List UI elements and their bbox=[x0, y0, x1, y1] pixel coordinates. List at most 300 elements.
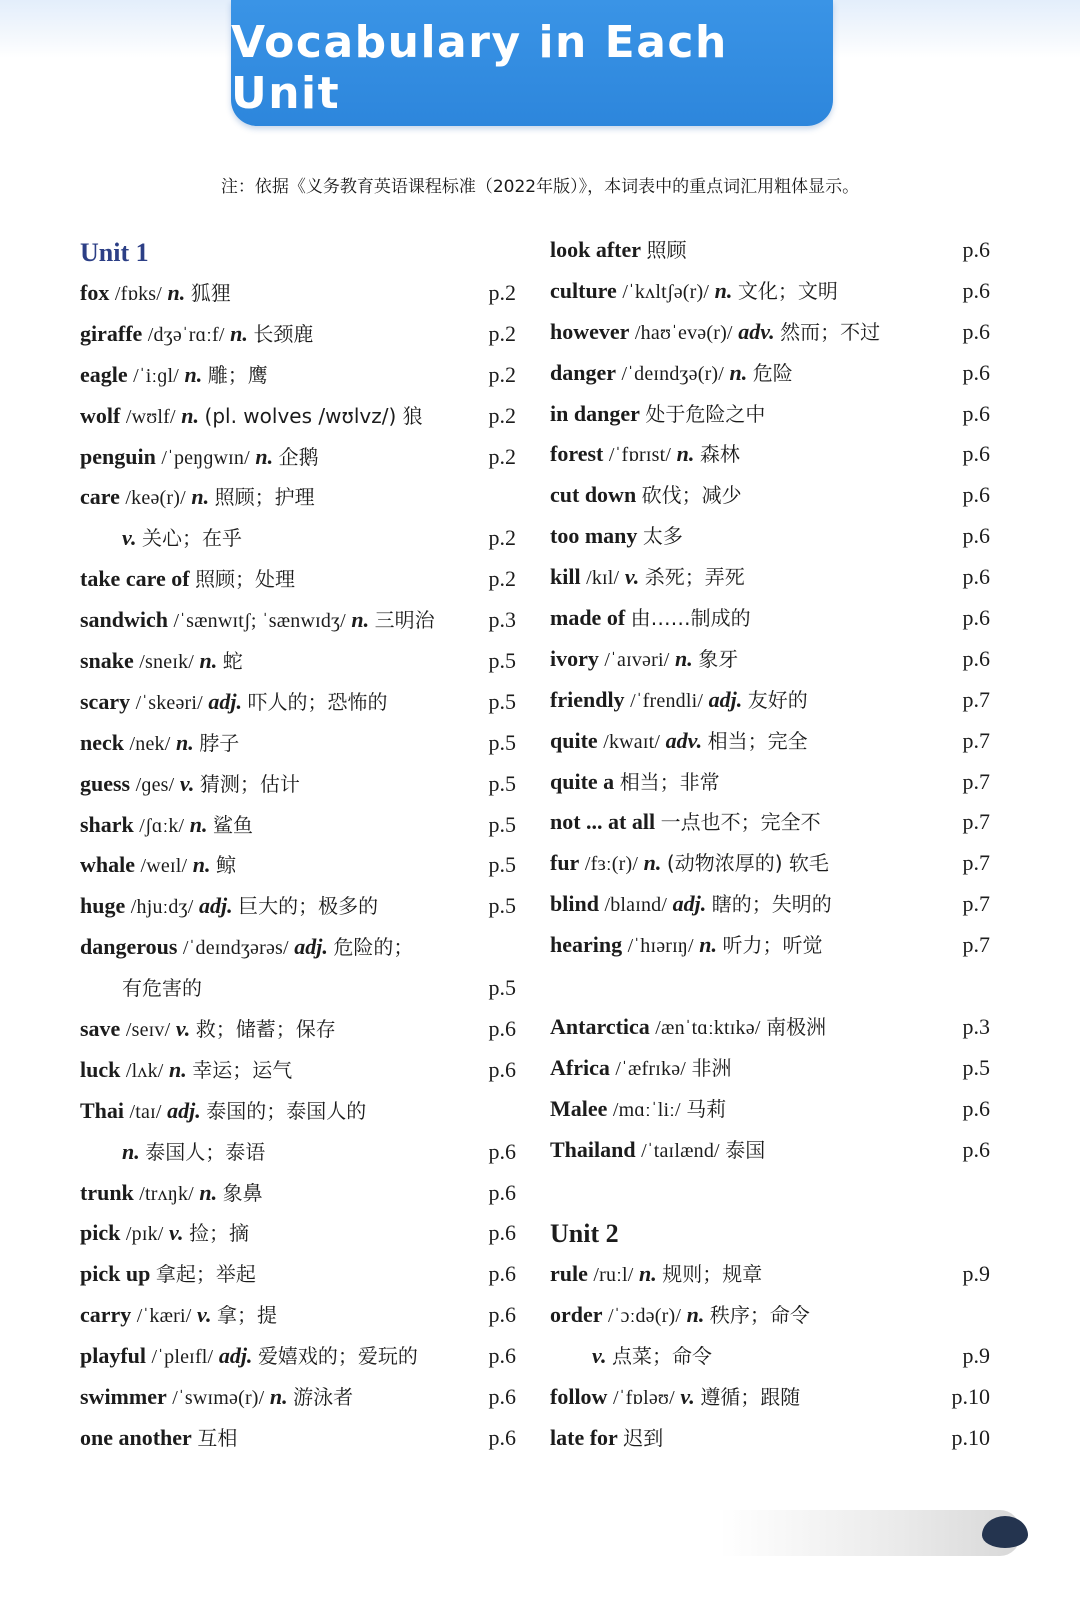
vocab-pronunciation: /mɑːˈliː/ bbox=[612, 1098, 681, 1121]
vocab-page-ref: p.7 bbox=[962, 686, 990, 712]
vocab-page-ref: p.2 bbox=[488, 566, 516, 592]
vocab-part-of-speech: n. bbox=[181, 402, 200, 428]
vocab-chinese-meaning: 杀死；弄死 bbox=[644, 565, 745, 590]
vocab-pronunciation: /kɪl/ bbox=[586, 567, 620, 590]
vocab-chinese-meaning: 关心；在乎 bbox=[141, 526, 242, 551]
vocab-word: cut down bbox=[550, 482, 637, 508]
vocab-word: care bbox=[80, 484, 120, 510]
vocab-page-ref: p.7 bbox=[962, 809, 990, 835]
vocab-chinese-meaning: 猜测；估计 bbox=[199, 771, 300, 796]
vocab-word: carry bbox=[80, 1302, 132, 1328]
vocab-page-ref: p.10 bbox=[951, 1424, 990, 1450]
vocab-part-of-speech: n. bbox=[255, 443, 274, 469]
vocab-word: Antarctica bbox=[550, 1013, 650, 1039]
vocab-chinese-meaning: 泰国 bbox=[725, 1137, 766, 1162]
vocab-page-ref: p.7 bbox=[962, 850, 990, 876]
vocab-page-ref: p.6 bbox=[488, 1261, 516, 1287]
vocab-page-ref: p.10 bbox=[951, 1384, 990, 1410]
vocab-word: luck bbox=[80, 1056, 121, 1082]
right-entry-list-names bbox=[550, 1007, 990, 1171]
note-text: 注：依据《义务教育英语课程标准（2022年版）》，本词表中的重点词汇用粗体显示。 bbox=[220, 177, 860, 197]
vocab-pronunciation: /seɪv/ bbox=[125, 1019, 171, 1042]
vocab-word: eagle bbox=[80, 361, 128, 387]
vocab-word: dangerous bbox=[80, 934, 178, 960]
vocab-chinese-meaning: 森林 bbox=[699, 442, 740, 467]
vocab-chinese-meaning: 听力；听觉 bbox=[722, 933, 823, 958]
vocab-entry bbox=[550, 1295, 990, 1336]
vocab-part-of-speech: adj. bbox=[198, 893, 233, 919]
vocab-page-ref: p.7 bbox=[962, 932, 990, 958]
vocab-page-ref: p.5 bbox=[488, 811, 516, 837]
vocab-page-ref: p.6 bbox=[488, 1343, 516, 1369]
vocab-entry bbox=[550, 843, 990, 884]
vocab-pronunciation: /ˈdeɪndʒə(r)/ bbox=[621, 362, 725, 385]
vocab-part-of-speech: adv. bbox=[665, 727, 703, 753]
vocab-chinese-meaning: 秩序；命令 bbox=[709, 1303, 810, 1328]
vocab-part-of-speech: n. bbox=[176, 729, 194, 755]
vocab-page-ref: p.5 bbox=[488, 852, 516, 878]
vocab-entry bbox=[550, 516, 990, 557]
vocab-part-of-speech: n. bbox=[686, 1302, 705, 1328]
vocab-page-ref: p.6 bbox=[962, 1095, 990, 1121]
vocab-chinese-meaning: 非洲 bbox=[691, 1055, 732, 1080]
vocab-entry bbox=[80, 314, 516, 355]
vocab-word: late for bbox=[550, 1424, 618, 1450]
vocab-word: Thai bbox=[80, 1097, 125, 1123]
vocab-part-of-speech: adj. bbox=[167, 1097, 201, 1123]
vocab-chinese-meaning: 拿；提 bbox=[216, 1303, 277, 1328]
vocab-page-ref: p.6 bbox=[488, 1179, 516, 1205]
vocab-word: wolf bbox=[80, 402, 121, 428]
vocab-chinese-meaning: 救；储蓄；保存 bbox=[195, 1017, 336, 1042]
vocab-word: take care of bbox=[80, 566, 190, 592]
vocab-page-ref: p.6 bbox=[962, 1136, 990, 1162]
vocab-chinese-meaning: 脖子 bbox=[199, 730, 240, 755]
vocab-pronunciation: /ˈfɒrɪst/ bbox=[608, 444, 672, 467]
vocab-word: friendly bbox=[550, 686, 625, 712]
title-banner bbox=[231, 0, 833, 126]
vocab-part-of-speech: n. bbox=[675, 645, 693, 671]
vocab-part-of-speech: n. bbox=[184, 361, 203, 387]
vocab-word: playful bbox=[80, 1343, 147, 1369]
vocab-page-ref: p.6 bbox=[962, 441, 990, 467]
vocab-part-of-speech: v. bbox=[179, 770, 195, 796]
vocab-word: culture bbox=[550, 277, 617, 303]
vocab-entry bbox=[80, 600, 516, 641]
vocab-pronunciation: /ˈfɒləʊ/ bbox=[612, 1387, 675, 1410]
vocab-part-of-speech: adj. bbox=[218, 1343, 253, 1369]
vocab-entry bbox=[80, 559, 516, 600]
page-corner-shadow bbox=[720, 1510, 1020, 1556]
vocab-pronunciation: /ˈhɪərɪŋ/ bbox=[627, 935, 694, 958]
vocab-pronunciation: /ænˈtɑːktɪkə/ bbox=[655, 1016, 761, 1039]
vocab-part-of-speech: n. bbox=[230, 320, 248, 346]
vocab-chinese-meaning: 照顾 bbox=[646, 238, 687, 262]
vocab-entry bbox=[80, 805, 516, 846]
vocab-pronunciation: /lʌk/ bbox=[125, 1059, 164, 1082]
vocab-chinese-meaning: 蛇 bbox=[222, 649, 243, 674]
vocab-chinese-meaning: 规则；规章 bbox=[662, 1262, 763, 1287]
vocab-pronunciation: /ˈaɪvəri/ bbox=[604, 648, 670, 671]
page-title: Vocabulary in Each Unit bbox=[231, 17, 728, 119]
vocab-pronunciation: /ɡes/ bbox=[135, 773, 175, 796]
vocab-entry bbox=[80, 1091, 516, 1132]
vocab-entry bbox=[80, 682, 516, 723]
vocab-chinese-meaning: 南极洲 bbox=[766, 1014, 827, 1039]
vocab-word: danger bbox=[550, 359, 616, 385]
vocab-entry bbox=[80, 845, 516, 886]
vocab-pronunciation: /ˈdeɪndʒərəs/ bbox=[182, 937, 289, 960]
vocab-page-ref: p.2 bbox=[488, 280, 516, 305]
vocab-page-ref: p.2 bbox=[488, 402, 516, 428]
vocab-word: ivory bbox=[550, 645, 599, 671]
vocab-chinese-meaning: 一点也不；完全不 bbox=[660, 810, 821, 835]
vocab-entry bbox=[550, 353, 990, 394]
vocab-part-of-speech: v. bbox=[197, 1302, 212, 1328]
vocab-entry bbox=[80, 927, 516, 968]
vocab-pronunciation: /fɜː(r)/ bbox=[584, 853, 639, 876]
vocab-pronunciation: /weɪl/ bbox=[140, 855, 188, 878]
left-entry-list bbox=[80, 273, 516, 1459]
vocab-chinese-meaning: 处于危险之中 bbox=[645, 401, 766, 426]
vocab-chinese-meaning: 鲸 bbox=[216, 853, 236, 878]
vocab-entry bbox=[550, 271, 990, 312]
vocab-part-of-speech: v. bbox=[169, 1220, 184, 1246]
vocab-page-ref: p.6 bbox=[488, 1016, 516, 1042]
vocab-word: huge bbox=[80, 893, 126, 919]
vocab-chinese-meaning: 危险的； bbox=[333, 935, 414, 960]
right-entry-list-unit2 bbox=[550, 1254, 990, 1458]
vocab-entry bbox=[80, 1418, 516, 1459]
vocab-word: one another bbox=[80, 1424, 192, 1450]
vocab-pronunciation: /ˈɔːdə(r)/ bbox=[608, 1305, 682, 1328]
vocab-entry bbox=[80, 1213, 516, 1254]
vocab-page-ref: p.9 bbox=[962, 1261, 990, 1287]
vocab-entry bbox=[550, 1254, 990, 1295]
vocab-page-ref: p.6 bbox=[962, 482, 990, 508]
vocab-part-of-speech: n. bbox=[351, 607, 370, 633]
vocab-page-ref: p.6 bbox=[962, 523, 990, 549]
vocab-word: blind bbox=[550, 891, 599, 917]
vocab-entry bbox=[550, 1336, 990, 1377]
vocab-word: however bbox=[550, 318, 630, 344]
vocab-part-of-speech: n. bbox=[191, 484, 210, 510]
vocab-part-of-speech: v. bbox=[624, 564, 640, 590]
vocab-entry bbox=[550, 802, 990, 843]
vocab-page-ref: p.6 bbox=[962, 400, 990, 426]
vocab-page-ref: p.5 bbox=[488, 648, 516, 674]
vocab-chinese-meaning: 企鹅 bbox=[278, 444, 319, 469]
vocab-pronunciation: /ˈpleɪfl/ bbox=[151, 1346, 214, 1369]
vocab-word: made of bbox=[550, 605, 626, 631]
vocab-chinese-meaning: 泰国人；泰语 bbox=[145, 1139, 266, 1164]
vocab-part-of-speech: v. bbox=[175, 1016, 191, 1042]
vocab-part-of-speech: n. bbox=[199, 1179, 218, 1205]
vocab-entry bbox=[80, 477, 516, 518]
vocab-page-ref: p.6 bbox=[962, 564, 990, 590]
vocab-chinese-meaning: 三明治 bbox=[374, 608, 435, 633]
vocab-word: hearing bbox=[550, 932, 623, 958]
vocab-word: quite bbox=[550, 727, 598, 753]
vocab-chinese-meaning: 互相 bbox=[197, 1425, 238, 1450]
vocab-word: pick bbox=[80, 1220, 121, 1246]
vocab-chinese-meaning: 砍伐；减少 bbox=[641, 483, 742, 508]
vocab-chinese-meaning: 友好的 bbox=[747, 687, 808, 712]
vocab-chinese-meaning: (动物浓厚的) 软毛 bbox=[666, 851, 829, 876]
vocab-part-of-speech: v. bbox=[122, 525, 137, 551]
vocab-entry bbox=[80, 968, 516, 1009]
vocab-entry bbox=[80, 1173, 516, 1214]
vocab-chinese-meaning: 幸运；运气 bbox=[192, 1057, 293, 1082]
vocab-pronunciation: /pɪk/ bbox=[125, 1223, 164, 1246]
vocab-word: trunk bbox=[80, 1179, 134, 1205]
vocab-word: fox bbox=[80, 280, 110, 305]
vocab-pronunciation: /ruːl/ bbox=[593, 1264, 634, 1287]
vocab-word: too many bbox=[550, 523, 638, 549]
vocab-part-of-speech: n. bbox=[122, 1138, 140, 1164]
vocab-page-ref: p.2 bbox=[488, 525, 516, 551]
vocab-page-ref: p.6 bbox=[488, 1220, 516, 1246]
vocab-entry bbox=[80, 518, 516, 559]
vocab-page-ref: p.6 bbox=[488, 1384, 516, 1410]
vocab-chinese-meaning: 相当；非常 bbox=[619, 769, 720, 794]
vocab-page-ref: p.2 bbox=[488, 361, 516, 387]
vocab-part-of-speech: n. bbox=[169, 1056, 187, 1082]
vocab-part-of-speech: n. bbox=[699, 932, 717, 958]
vocab-part-of-speech: n. bbox=[199, 648, 218, 674]
vocab-pronunciation: /haʊˈevə(r)/ bbox=[634, 321, 733, 344]
vocab-chinese-meaning: 拿起；举起 bbox=[155, 1262, 256, 1287]
vocab-pronunciation: /ˈskeəri/ bbox=[135, 691, 203, 714]
vocab-word: pick up bbox=[80, 1261, 151, 1287]
vocab-page-ref: p.6 bbox=[962, 645, 990, 671]
vocab-entry bbox=[550, 1130, 990, 1171]
vocab-part-of-speech: n. bbox=[638, 1261, 657, 1287]
section-spacer bbox=[550, 966, 990, 1007]
vocab-entry bbox=[80, 1377, 516, 1418]
vocab-word: not ... at all bbox=[550, 809, 656, 835]
vocab-page-ref: p.3 bbox=[962, 1013, 990, 1039]
vocab-pronunciation: /sneɪk/ bbox=[139, 651, 195, 674]
vocab-pronunciation: /ˈswɪmə(r)/ bbox=[172, 1387, 265, 1410]
vocab-entry bbox=[550, 557, 990, 598]
vocab-part-of-speech: n. bbox=[167, 280, 186, 305]
vocab-chinese-meaning: 照顾；处理 bbox=[195, 567, 296, 592]
vocab-pronunciation: /ˈfrendli/ bbox=[630, 689, 704, 712]
vocab-pronunciation: /blaɪnd/ bbox=[604, 894, 668, 917]
vocab-word: save bbox=[80, 1016, 121, 1042]
vocab-page-ref: p.2 bbox=[488, 320, 516, 346]
vocab-chinese-meaning: 狐狸 bbox=[190, 281, 231, 305]
vocab-chinese-meaning: 遵循；跟随 bbox=[700, 1385, 801, 1410]
page-corner-tab bbox=[982, 1516, 1028, 1548]
vocab-page-ref: p.6 bbox=[962, 237, 990, 262]
vocab-word: order bbox=[550, 1302, 603, 1328]
vocab-part-of-speech: n. bbox=[192, 852, 211, 878]
vocab-part-of-speech: adv. bbox=[738, 318, 775, 344]
vocab-entry bbox=[550, 230, 990, 271]
vocab-chinese-meaning: 游泳者 bbox=[293, 1385, 354, 1410]
vocab-word: rule bbox=[550, 1261, 588, 1287]
vocab-word: Malee bbox=[550, 1095, 608, 1121]
vocab-word: scary bbox=[80, 688, 131, 714]
vocab-part-of-speech: v. bbox=[680, 1384, 695, 1410]
vocab-entry bbox=[80, 886, 516, 927]
vocab-page-ref: p.5 bbox=[488, 975, 516, 1001]
right-entry-list-a bbox=[550, 230, 990, 966]
vocab-entry bbox=[80, 723, 516, 764]
vocab-chinese-meaning: 点菜；命令 bbox=[611, 1344, 712, 1369]
vocab-page-ref: p.6 bbox=[962, 359, 990, 385]
vocab-chinese-meaning: 照顾；护理 bbox=[214, 485, 315, 510]
vocab-part-of-speech: adj. bbox=[708, 686, 743, 712]
vocab-page-ref: p.7 bbox=[962, 727, 990, 753]
vocab-entry bbox=[80, 641, 516, 682]
left-column bbox=[80, 230, 516, 1459]
vocab-page-ref: p.9 bbox=[962, 1343, 990, 1369]
vocab-page-ref: p.2 bbox=[488, 443, 516, 469]
vocab-pronunciation: /ˈtaɪlænd/ bbox=[641, 1139, 720, 1162]
vocab-part-of-speech: n. bbox=[676, 441, 695, 467]
vocab-chinese-meaning: 雕；鹰 bbox=[207, 362, 268, 387]
vocab-page-ref: p.6 bbox=[488, 1302, 516, 1328]
vocab-chinese-meaning: 由……制成的 bbox=[630, 606, 751, 631]
vocab-pronunciation: /keə(r)/ bbox=[125, 487, 186, 510]
vocab-entry bbox=[80, 437, 516, 478]
vocab-page-ref: p.6 bbox=[962, 318, 990, 344]
vocab-entry bbox=[550, 925, 990, 966]
vocab-entry bbox=[550, 680, 990, 721]
vocab-pronunciation: /kwaɪt/ bbox=[603, 730, 661, 753]
vocab-page-ref: p.6 bbox=[488, 1056, 516, 1082]
vocab-word: giraffe bbox=[80, 320, 143, 346]
vocab-part-of-speech: adj. bbox=[208, 688, 243, 714]
vocab-entry bbox=[550, 475, 990, 516]
vocab-word: quite a bbox=[550, 768, 615, 794]
vocab-chinese-meaning: 太多 bbox=[642, 524, 683, 549]
vocab-word: guess bbox=[80, 770, 131, 796]
vocab-entry bbox=[550, 1377, 990, 1418]
vocab-word: forest bbox=[550, 441, 604, 467]
vocab-part-of-speech: adj. bbox=[294, 934, 328, 960]
vocab-page-ref: p.7 bbox=[962, 768, 990, 794]
vocab-page-ref: p.5 bbox=[488, 688, 516, 714]
vocab-entry bbox=[550, 1418, 990, 1459]
vocab-entry bbox=[80, 1254, 516, 1295]
vocab-part-of-speech: v. bbox=[592, 1343, 607, 1369]
vocab-entry bbox=[550, 884, 990, 925]
vocab-page-ref: p.5 bbox=[488, 770, 516, 796]
vocab-chinese-meaning: 爱嬉戏的；爱玩的 bbox=[257, 1344, 418, 1369]
vocab-word: in danger bbox=[550, 400, 640, 426]
unit-2-title: Unit 2 bbox=[550, 1219, 619, 1249]
vocab-entry bbox=[550, 1007, 990, 1048]
vocab-entry bbox=[80, 355, 516, 396]
vocab-entry bbox=[80, 1132, 516, 1173]
vocab-chinese-meaning: 然而；不过 bbox=[780, 319, 881, 344]
vocab-entry bbox=[550, 721, 990, 762]
vocab-word: neck bbox=[80, 729, 124, 755]
vocab-entry bbox=[550, 394, 990, 435]
vocab-entry bbox=[80, 396, 516, 437]
vocab-word: follow bbox=[550, 1384, 608, 1410]
vocab-word: kill bbox=[550, 564, 581, 590]
vocab-word: Africa bbox=[550, 1054, 610, 1080]
vocab-entry bbox=[550, 639, 990, 680]
vocab-chinese-meaning: 长颈鹿 bbox=[253, 321, 314, 346]
vocab-pronunciation: /ʃɑːk/ bbox=[139, 814, 185, 837]
vocab-page-ref: p.3 bbox=[488, 607, 516, 633]
vocab-chinese-meaning: 文化；文明 bbox=[737, 278, 838, 303]
vocab-chinese-meaning: (pl. wolves /wʊlvz/) 狼 bbox=[204, 403, 423, 428]
vocab-pronunciation: /ˈkæri/ bbox=[136, 1305, 192, 1328]
vocab-chinese-meaning: 象鼻 bbox=[222, 1180, 263, 1205]
vocab-entry bbox=[80, 764, 516, 805]
vocab-pronunciation: /ˈsænwɪtʃ; ˈsænwɪdʒ/ bbox=[173, 610, 346, 633]
vocab-entry bbox=[80, 1336, 516, 1377]
vocab-page-ref: p.7 bbox=[962, 891, 990, 917]
vocab-chinese-meaning: 有危害的 bbox=[122, 976, 202, 1001]
vocab-part-of-speech: n. bbox=[643, 850, 662, 876]
vocab-page-ref: p.6 bbox=[962, 277, 990, 303]
vocab-part-of-speech: n. bbox=[269, 1384, 288, 1410]
right-column bbox=[550, 230, 990, 1459]
vocab-chinese-meaning: 瞎的；失明的 bbox=[711, 892, 832, 917]
vocab-page-ref: p.5 bbox=[488, 729, 516, 755]
vocab-chinese-meaning: 危险 bbox=[752, 360, 793, 385]
vocab-part-of-speech: n. bbox=[714, 277, 733, 303]
vocab-pronunciation: /ˈpeŋɡwɪn/ bbox=[161, 446, 250, 469]
vocab-entry bbox=[550, 762, 990, 803]
vocab-pronunciation: /dʒəˈrɑːf/ bbox=[147, 323, 225, 346]
vocab-chinese-meaning: 迟到 bbox=[623, 1425, 664, 1450]
vocab-word: snake bbox=[80, 648, 134, 674]
vocab-part-of-speech: adj. bbox=[672, 891, 707, 917]
vocab-word: penguin bbox=[80, 443, 156, 469]
vocab-pronunciation: /ˈkʌltʃə(r)/ bbox=[622, 280, 710, 303]
vocab-pronunciation: /fɒks/ bbox=[114, 283, 163, 305]
vocab-entry bbox=[550, 312, 990, 353]
vocab-page-ref: p.6 bbox=[962, 605, 990, 631]
vocab-chinese-meaning: 泰国的；泰国人的 bbox=[206, 1098, 367, 1123]
vocab-chinese-meaning: 马莉 bbox=[686, 1096, 727, 1121]
vocab-entry bbox=[80, 1009, 516, 1050]
vocab-page-ref: p.6 bbox=[488, 1138, 516, 1164]
vocab-page-ref: p.5 bbox=[488, 893, 516, 919]
vocab-pronunciation: /nek/ bbox=[129, 732, 171, 755]
vocab-chinese-meaning: 相当；完全 bbox=[707, 728, 808, 753]
vocab-pronunciation: /wʊlf/ bbox=[125, 405, 176, 428]
vocab-pronunciation: /hjuːdʒ/ bbox=[130, 896, 194, 919]
vocab-entry bbox=[80, 1050, 516, 1091]
vocab-pronunciation: /trʌŋk/ bbox=[139, 1182, 194, 1205]
section-spacer bbox=[550, 1170, 990, 1211]
vocab-entry bbox=[80, 1295, 516, 1336]
vocab-entry bbox=[550, 598, 990, 639]
vocab-word: whale bbox=[80, 852, 135, 878]
vocab-chinese-meaning: 巨大的；极多的 bbox=[238, 894, 379, 919]
vocab-part-of-speech: n. bbox=[729, 359, 748, 385]
vocab-pronunciation: /ˈiːɡl/ bbox=[133, 364, 179, 387]
vocab-word: swimmer bbox=[80, 1384, 167, 1410]
vocab-pronunciation: /taɪ/ bbox=[129, 1100, 162, 1123]
unit-1-title: Unit 1 bbox=[80, 238, 149, 267]
vocab-word: Thailand bbox=[550, 1136, 636, 1162]
vocab-entry bbox=[550, 434, 990, 475]
vocab-entry bbox=[550, 1089, 990, 1130]
vocab-page-ref: p.6 bbox=[488, 1424, 516, 1450]
vocab-pronunciation: /ˈæfrɪkə/ bbox=[615, 1057, 687, 1080]
